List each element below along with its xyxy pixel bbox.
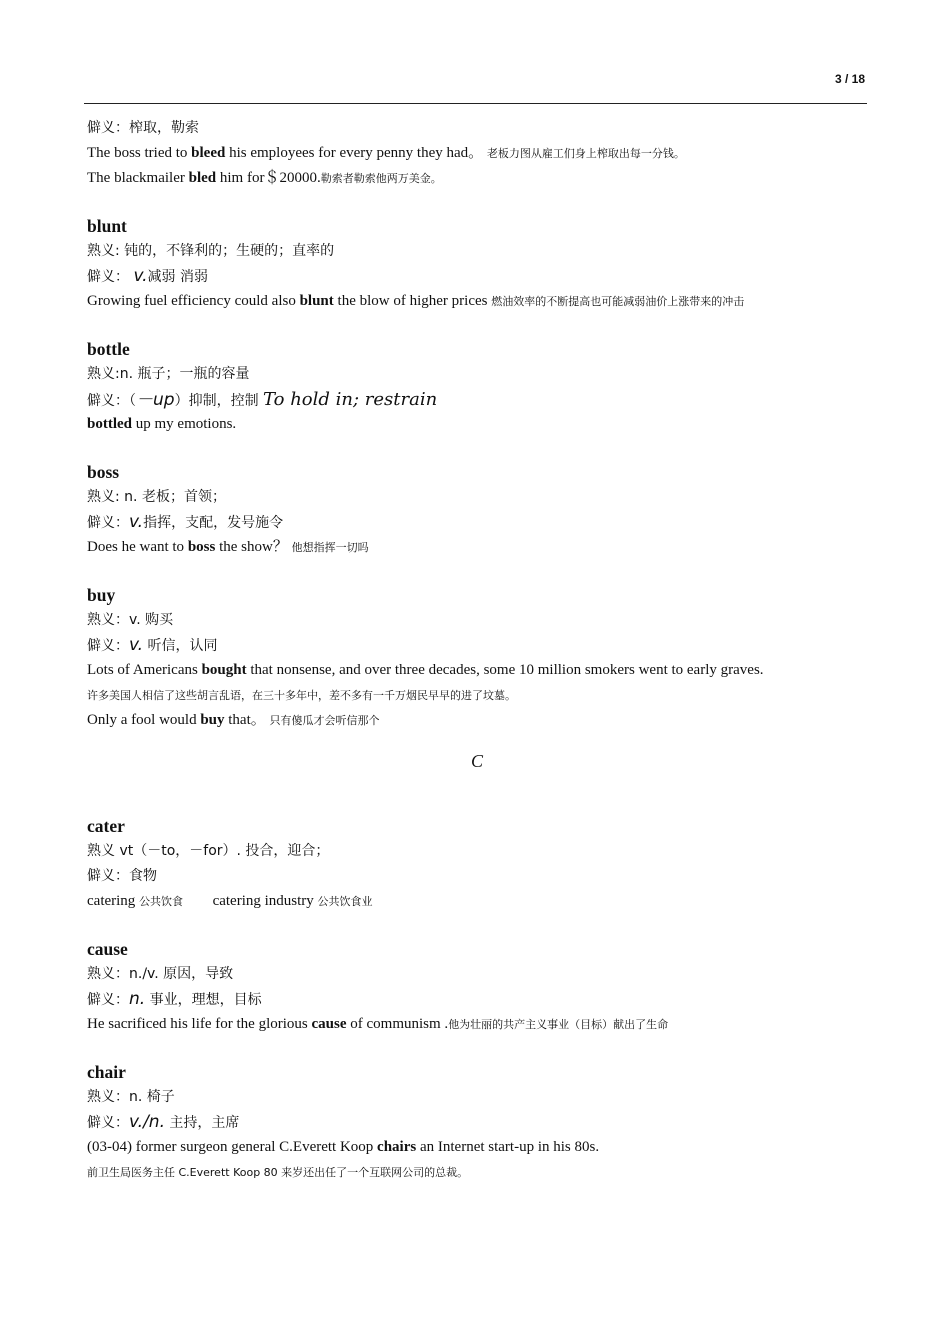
keyword: bleed	[191, 145, 226, 161]
section-letter: C	[470, 751, 483, 771]
document-body	[87, 116, 867, 1185]
buy-example-1-translation: 许多美国人相信了这些胡言乱语，在三十多年中，差不多有一千万烟民早早的进了坟墓。	[87, 689, 516, 702]
translation: 他为壮丽的共产主义事业（目标）献出了生命	[448, 1018, 669, 1031]
entry-headword-blunt: blunt	[87, 216, 127, 236]
blunt-pi: 僻义： v.减弱 消弱	[87, 266, 208, 286]
bottle-pi: 僻义：（－up）抑制，控制 To hold in; restrain	[87, 389, 438, 410]
chair-example: (03-04) former surgeon general C.Everett Koop chairs an Internet start-up in his 80s.	[87, 1139, 600, 1155]
cater-shu: 熟义 vt（－to，－for）. 投合，迎合；	[87, 843, 330, 859]
bottle-shu: 熟义:n. 瓶子；一瓶的容量	[87, 366, 250, 382]
chair-pi: 僻义：v./n. 主持，主席	[87, 1112, 240, 1132]
cause-example: He sacrificed his life for the glorious cause of communism .他为壮丽的共产主义事业（目标）献出了生命	[87, 1016, 669, 1032]
blunt-example: Growing fuel efficiency could also blunt the blow of higher prices 燃油效率的不断提高也可能减弱油价上涨带来的冲击	[87, 293, 745, 309]
translation: 只有傻瓜才会听信那个	[269, 714, 380, 727]
keyword: bled	[188, 170, 217, 186]
keyword: buy	[200, 712, 225, 728]
entry-headword-boss: boss	[87, 462, 120, 482]
chair-example-translation: 前卫生局医务主任 C.Everett Koop 80 来岁还出任了一个互联网公司的总裁。	[87, 1166, 469, 1179]
boss-example: Does he want to boss the show？ 他想指挥一切吗	[87, 539, 369, 555]
translation: 勒索者勒索他两万美金。	[320, 172, 442, 185]
blunt-shu: 熟义: 钝的，不锋利的；生硬的；直率的	[87, 243, 335, 259]
entry-headword-bottle: bottle	[87, 339, 130, 359]
cater-pi: 僻义：食物	[87, 868, 157, 884]
entry-headword-chair: chair	[87, 1062, 126, 1082]
cause-shu: 熟义：n./v. 原因，导致	[87, 966, 234, 982]
entry-headword-cater: cater	[87, 816, 125, 836]
boss-pi: 僻义：v.指挥，支配，发号施令	[87, 512, 284, 532]
buy-example-1: Lots of Americans bought that nonsense, and over three decades, some 10 million smokers went to early graves.	[87, 662, 764, 678]
keyword: blunt	[299, 293, 334, 309]
keyword: boss	[187, 539, 216, 555]
bottle-example: bottled up my emotions.	[87, 416, 237, 432]
boss-shu: 熟义: n. 老板；首领；	[87, 489, 226, 505]
entry-headword-cause: cause	[87, 939, 128, 959]
header-rule	[84, 103, 867, 104]
page-number: 3 / 18	[834, 72, 865, 86]
bleed-pi-line: 僻义：榨取，勒索	[87, 120, 199, 136]
keyword: bought	[201, 662, 247, 678]
buy-shu: 熟义：v. 购买	[87, 612, 174, 628]
entry-headword-buy: buy	[87, 585, 116, 605]
keyword: bottled	[87, 416, 132, 432]
keyword: cause	[311, 1016, 347, 1032]
translation: 燃油效率的不断提高也可能减弱油价上涨带来的冲击	[491, 295, 745, 308]
chair-shu: 熟义：n. 椅子	[87, 1089, 175, 1105]
buy-example-2: Only a fool would buy that。 只有傻瓜才会听信那个	[87, 712, 380, 728]
bleed-example-1: The boss tried to bleed his employees for every penny they had。 老板力图从雇工们身上榨取出每一分钱。	[87, 145, 685, 161]
cause-pi: 僻义：n. 事业，理想，目标	[87, 989, 262, 1009]
bleed-example-2: The blackmailer bled him for＄20000.勒索者勒索他两万美金。	[87, 170, 442, 186]
translation: 他想指挥一切吗	[291, 541, 369, 554]
buy-pi: 僻义：v. 听信，认同	[87, 635, 218, 655]
cater-examples: catering 公共饮食 catering industry 公共饮食业	[87, 893, 373, 909]
keyword: chairs	[377, 1139, 417, 1155]
translation: 老板力图从雇工们身上榨取出每一分钱。	[486, 147, 685, 160]
